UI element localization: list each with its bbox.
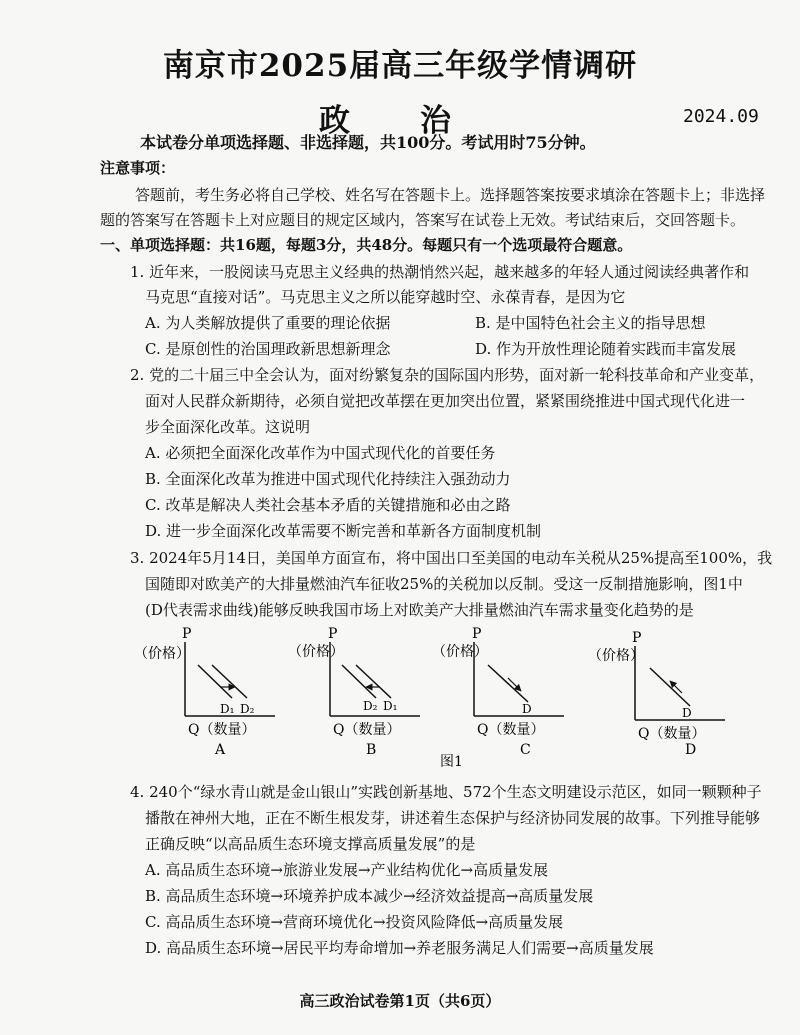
q2-stem-1: 2. 党的二十届三中全会认为，面对纷繁复杂的国际国内形势，面对新一轮科技革命和产业变革， (130, 366, 765, 384)
panel-d (588, 630, 725, 758)
price-label: （价格） (588, 648, 644, 664)
price-label: （价格） (432, 644, 488, 660)
q3-stem-1: 3. 2024年5月14日，美国单方面宣布，将中国出口至美国的电动车关税从25%提高至100%，我 (130, 549, 773, 567)
demand-curve-d (650, 668, 690, 706)
q1-option-b: B. 是中国特色社会主义的指导思想 (475, 314, 706, 332)
price-label: （价格） (288, 644, 344, 660)
q1-option-c: C. 是原创性的治国理政新思想新理念 (145, 340, 391, 358)
exam-date: 2024.09 (683, 106, 759, 127)
q4-stem-2: 播散在神州大地，正在不断生根发芽，讲述着生态保护与经济协同发展的故事。下列推导能够 (145, 809, 761, 827)
demand-curve-d1 (356, 665, 391, 698)
q4-option-b: B. 高品质生态环境→环境养护成本减少→经济效益提高→高质量发展 (145, 887, 594, 905)
q4-stem-3: 正确反映“以高品质生态环境支撑高质量发展”的是 (145, 835, 476, 853)
figure-1 (134, 620, 740, 770)
subject-title: 政治 (319, 103, 521, 139)
move-arrow (670, 681, 682, 693)
panel-letter-b: B (366, 742, 377, 758)
curve-label-d: D (522, 702, 532, 716)
notice-line-1: 答题前，考生务必将自己学校、姓名写在答题卡上。选择题答案按要求填涂在答题卡上；非选择 (135, 186, 766, 204)
notice-line-2: 题的答案写在答题卡上对应题目的规定区域内，答案写在试卷上无效。考试结束后，交回答题卡。 (100, 211, 746, 229)
q2-option-a: A. 必须把全面深化改革作为中国式现代化的首要任务 (145, 444, 496, 462)
price-label: （价格） (134, 646, 190, 662)
exam-info: 本试卷分单项选择题、非选择题，共100分。考试用时75分钟。 (140, 133, 596, 152)
q-label: Q（数量） (333, 722, 401, 738)
q2-option-c: C. 改革是解决人类社会基本矛盾的关键措施和必由之路 (145, 496, 511, 514)
panel-c (432, 626, 564, 758)
q4-option-c: C. 高品质生态环境→营商环境优化→投资风险降低→高质量发展 (145, 913, 564, 931)
q1-stem-2: 马克思“直接对话”。马克思主义之所以能穿越时空、永葆青春，是因为它 (145, 288, 626, 306)
p-label: P (632, 630, 642, 646)
page-footer: 高三政治试卷第1页（共6页） (299, 992, 501, 1010)
demand-curve-d (488, 665, 528, 702)
curve-label-d2: D₂ (363, 699, 378, 713)
q4-option-a: A. 高品质生态环境→旅游业发展→产业结构优化→高质量发展 (145, 861, 549, 879)
figure-caption: 图1 (440, 754, 463, 770)
q4-stem-1: 4. 240个“绿水青山就是金山银山”实践创新基地、572个生态文明建设示范区，如同一颗颗种子 (130, 783, 762, 801)
panel-letter-d: D (685, 742, 697, 758)
p-label: P (472, 626, 482, 642)
q1-stem-1: 1. 近年来，一股阅读马克思主义经典的热潮悄然兴起，越来越多的年轻人通过阅读经典著作和 (130, 263, 750, 281)
q1-option-a: A. 为人类解放提供了重要的理论依据 (145, 314, 391, 332)
q2-option-b: B. 全面深化改革为推进中国式现代化持续注入强劲动力 (145, 470, 511, 488)
demand-curve-d2 (212, 665, 247, 698)
curve-label-d2: D₂ (240, 702, 255, 716)
notice-heading: 注意事项： (100, 159, 176, 177)
q-label: Q（数量） (188, 722, 256, 738)
q2-option-d: D. 进一步全面深化改革需要不断完善和革新各方面制度机制 (145, 522, 542, 540)
q3-stem-3: (D代表需求曲线)能够反映我国市场上对欧美产大排量燃油汽车需求量变化趋势的是 (145, 601, 694, 619)
q2-stem-2: 面对人民群众新期待，必须自觉把改革摆在更加突出位置，紧紧围绕推进中国式现代化进一 (145, 392, 746, 410)
q3-stem-2: 国随即对欧美产的大排量燃油汽车征收25%的关税加以反制。受这一反制措施影响，图1中 (145, 575, 743, 593)
panel-letter-a: A (215, 742, 226, 758)
p-label: P (328, 626, 338, 642)
curve-label-d: D (682, 706, 692, 720)
q4-option-d: D. 高品质生态环境→居民平均寿命增加→养老服务满足人们需要→高质量发展 (145, 939, 654, 957)
demand-curve-d1 (198, 665, 232, 698)
q2-stem-3: 步全面深化改革。这说明 (145, 418, 311, 436)
curve-label-d1: D₁ (220, 702, 235, 716)
q-label: Q（数量） (638, 726, 706, 742)
q1-option-d: D. 作为开放性理论随着实践而丰富发展 (475, 340, 737, 358)
panel-b (288, 626, 420, 758)
panel-a (134, 626, 275, 758)
p-label: P (182, 626, 192, 642)
exam-title: 南京市2025届高三年级学情调研 (162, 48, 638, 84)
q-label: Q（数量） (477, 722, 545, 738)
panel-letter-c: C (520, 742, 531, 758)
demand-curve-d2 (342, 665, 376, 698)
curve-label-d1: D₁ (383, 699, 398, 713)
section-heading: 一、单项选择题：共16题，每题3分，共48分。每题只有一个选项最符合题意。 (100, 236, 633, 254)
